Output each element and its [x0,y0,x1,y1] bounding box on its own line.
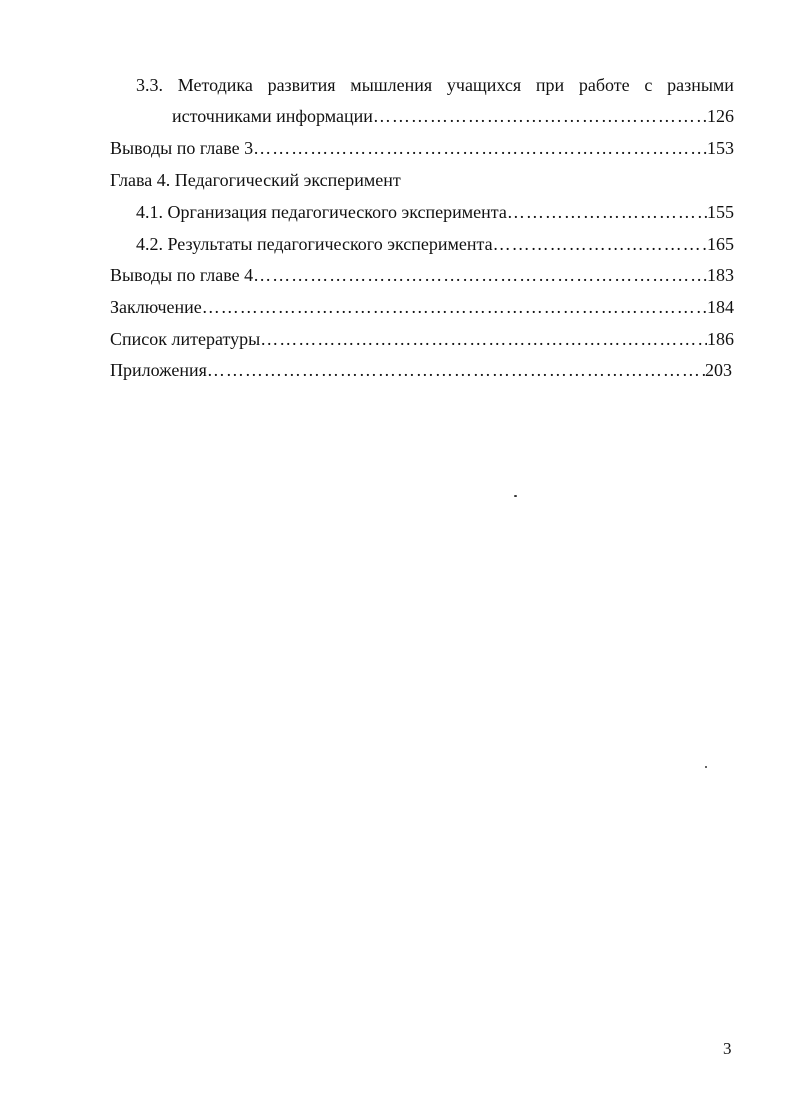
toc-entry-3-3-line2 [172,104,734,128]
scan-speck [705,766,707,768]
toc-entry-page: 155 [707,202,734,222]
toc-entry-page: 153 [707,138,734,158]
toc-entry-4-2 [136,232,734,256]
toc-entry-page: 165 [707,234,734,254]
toc-entry-4-1 [136,200,734,224]
toc-entry-label: Список литературы [110,329,261,349]
toc-entry-conclusions-3 [110,136,734,160]
toc-entry-label: Приложения [110,360,207,380]
toc-leader-dots [253,263,707,287]
toc-entry-label: Заключение [110,297,202,317]
toc-word: с [644,75,653,95]
toc-entry-references [110,327,734,351]
page-number: 3 [723,1039,732,1058]
toc-leader-dots [507,200,707,224]
toc-entry-3-3-line1 [136,73,734,97]
toc-entry-conclusion [110,295,734,319]
scan-speck [514,495,517,497]
toc-leader-dots [253,136,707,160]
toc-entry-appendices [110,358,732,382]
toc-entry-page: 183 [707,265,734,285]
toc-entry-page: 186 [707,329,734,349]
toc-word: развития [267,75,336,95]
toc-entry-label: Выводы по главе 4 [110,265,254,285]
toc-leader-dots [373,104,707,128]
toc-entry-conclusions-4 [110,263,734,287]
toc-entry-label: 4.2. Результаты педагогического эксперимента [136,234,493,254]
toc-word: мышления [350,75,433,95]
toc-word: работе [578,75,630,95]
toc-leader-dots [207,358,705,382]
toc-entry-page: 203 [705,360,732,380]
toc-entry-label: источниками информации [172,106,373,126]
toc-entry-label: Выводы по главе 3 [110,138,254,158]
toc-word: разными [667,75,734,95]
toc-leader-dots [202,295,707,319]
toc-leader-dots [260,327,707,351]
toc-leader-dots [493,232,707,256]
toc-word: 3.3. [136,75,163,95]
toc-entry-page: 126 [707,106,734,126]
toc-word: Методика [177,75,253,95]
toc-word: учащихся [446,75,522,95]
toc-entry-label: 4.1. Организация педагогического эксперимента [136,202,507,222]
toc-word: при [535,75,565,95]
toc-entry-page: 184 [707,297,734,317]
toc-chapter-4-heading: Глава 4. Педагогический эксперимент [110,170,401,190]
